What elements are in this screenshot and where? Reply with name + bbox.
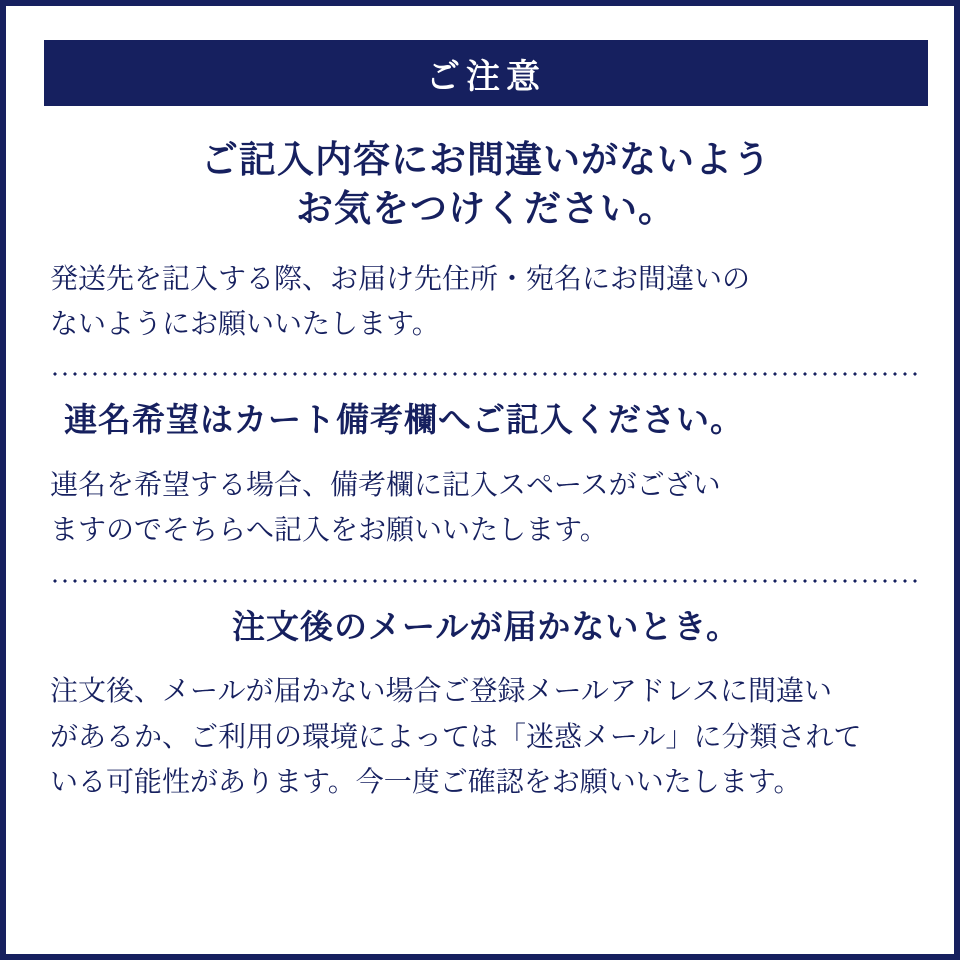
heading-line: 連名希望はカート備考欄へご記入ください。 bbox=[64, 401, 744, 439]
heading-line: ご記入内容にお間違いがないよう bbox=[201, 139, 771, 180]
section-heading bbox=[50, 605, 922, 649]
heading-line: 注文後のメールが届かないとき。 bbox=[231, 607, 741, 645]
notice-section-address bbox=[50, 136, 922, 346]
notice-content bbox=[50, 124, 922, 804]
section-body bbox=[50, 668, 922, 804]
body-line: 注文後、メールが届かない場合ご登録メールアドレスに間違い bbox=[50, 675, 833, 707]
body-line: があるか、ご利用の環境によっては「迷惑メール」に分類されて bbox=[50, 720, 862, 752]
page-title-bar bbox=[44, 40, 928, 106]
body-line: ますのでそちらへ記入をお願いいたします。 bbox=[50, 514, 608, 546]
section-body bbox=[50, 462, 922, 553]
section-divider bbox=[50, 372, 922, 376]
section-heading bbox=[64, 398, 922, 442]
section-divider bbox=[50, 579, 922, 583]
notice-section-email bbox=[50, 605, 922, 805]
notice-section-joint-name bbox=[50, 398, 922, 552]
body-line: 発送先を記入する際、お届け先住所・宛名にお間違いの bbox=[50, 262, 751, 294]
body-line: いる可能性があります。今一度ご確認をお願いいたします。 bbox=[50, 765, 802, 797]
page-title: ご注意 bbox=[426, 57, 546, 96]
body-line: 連名を希望する場合、備考欄に記入スペースがござい bbox=[50, 468, 721, 500]
heading-line: お気をつけください。 bbox=[296, 187, 676, 229]
section-body bbox=[50, 256, 922, 347]
section-heading bbox=[50, 136, 922, 234]
body-line: ないようにお願いいたします。 bbox=[50, 308, 440, 340]
